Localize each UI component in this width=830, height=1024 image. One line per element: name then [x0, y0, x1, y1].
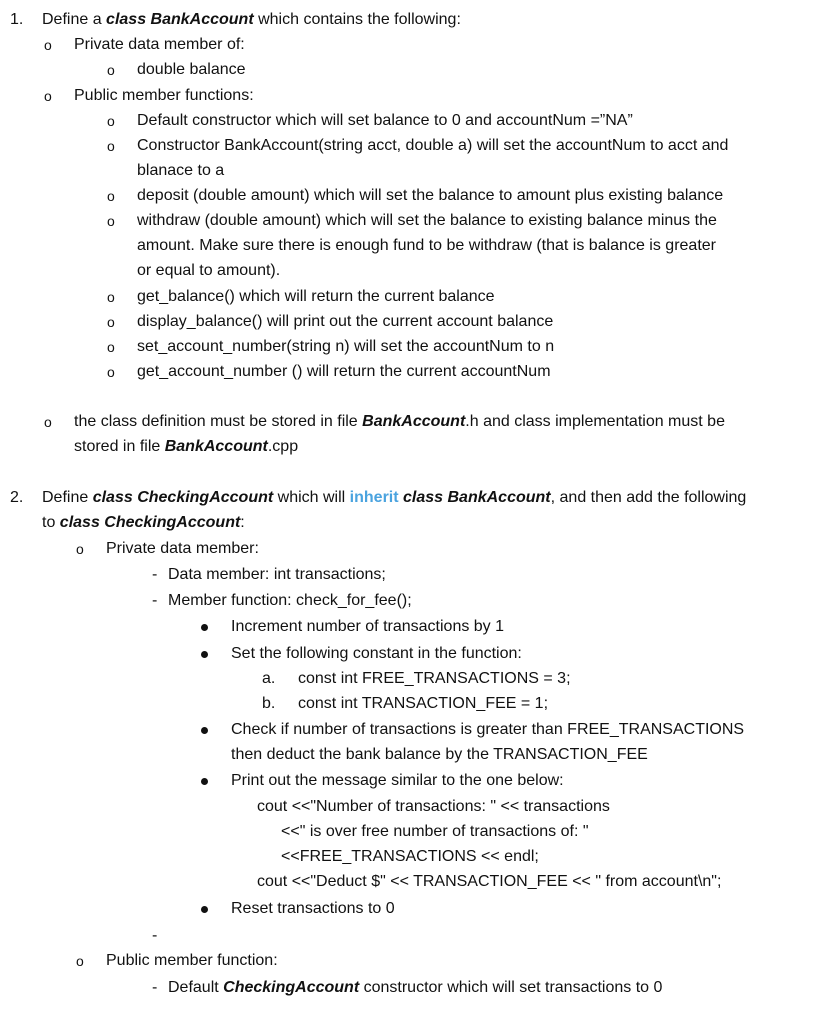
q1-public-label: Public member functions:: [74, 87, 254, 104]
filled-bullet-icon: [201, 624, 208, 631]
q2-bullet-item: Check if number of transactions is greater than FREE_TRANSACTIONS: [231, 721, 745, 738]
filled-bullet-icon: [201, 651, 208, 658]
q1-public-item: Constructor BankAccount(string acct, double a) will set the accountNum to acct and: [137, 137, 729, 154]
q1-public-item: get_balance() which will return the current balance: [137, 288, 495, 305]
hollow-bullet-icon: o: [107, 289, 115, 305]
inherit-keyword: inherit: [349, 489, 399, 506]
q2-heading-cont: to class CheckingAccount:: [42, 514, 245, 531]
q1-class-keyword: class BankAccount: [106, 11, 254, 28]
dash-bullet-icon: -: [152, 592, 158, 609]
dash-bullet-icon: -: [152, 566, 158, 583]
dash-bullet-icon: -: [152, 979, 158, 996]
q2-dash-item: Data member: int transactions;: [168, 566, 386, 583]
q1-private-item: double balance: [137, 61, 246, 78]
q1-public-item: get_account_number () will return the current accountNum: [137, 363, 551, 380]
hollow-bullet-icon: o: [44, 414, 52, 430]
q2-bullet-item: Reset transactions to 0: [231, 900, 395, 917]
const-b: const int TRANSACTION_FEE = 1;: [298, 695, 549, 712]
q2-private-label: Private data member:: [106, 540, 259, 557]
q1-public-item: set_account_number(string n) will set the accountNum to n: [137, 338, 555, 355]
const-a-label: a.: [262, 670, 276, 687]
hollow-bullet-icon: o: [107, 213, 115, 229]
code-line: cout <<"Deduct $" << TRANSACTION_FEE << " from account\n";: [257, 873, 722, 890]
q1-public-item: withdraw (double amount) which will set the balance to existing balance minus the: [137, 212, 717, 229]
q2-public-label: Public member function:: [106, 952, 278, 969]
const-b-label: b.: [262, 695, 276, 712]
hollow-bullet-icon: o: [107, 138, 115, 154]
code-line: <<FREE_TRANSACTIONS << endl;: [281, 848, 539, 865]
q2-public-item: Default CheckingAccount constructor which will set transactions to 0: [168, 979, 663, 996]
q2-bullet-item-cont: then deduct the bank balance by the TRANSACTION_FEE: [231, 746, 648, 763]
dash-bullet-icon: -: [152, 927, 158, 944]
code-line: cout <<"Number of transactions: " << transactions: [257, 798, 610, 815]
q1-file-note-cont: stored in file BankAccount.cpp: [74, 438, 299, 455]
q2-number: 2.: [10, 489, 24, 506]
q2-bullet-item: Print out the message similar to the one below:: [231, 772, 564, 789]
filled-bullet-icon: [201, 906, 208, 913]
filled-bullet-icon: [201, 727, 208, 734]
hollow-bullet-icon: o: [107, 62, 115, 78]
code-line: <<" is over free number of transactions of: ": [281, 823, 589, 840]
hollow-bullet-icon: o: [76, 541, 84, 557]
q1-public-item: display_balance() will print out the current account balance: [137, 313, 554, 330]
q1-number: 1.: [10, 11, 24, 28]
hollow-bullet-icon: o: [107, 188, 115, 204]
const-a: const int FREE_TRANSACTIONS = 3;: [298, 670, 571, 687]
q1-public-item-cont: or equal to amount).: [137, 262, 281, 279]
q2-bullet-item: Set the following constant in the function:: [231, 645, 522, 662]
q1-public-item: deposit (double amount) which will set the balance to amount plus existing balance: [137, 187, 724, 204]
filled-bullet-icon: [201, 778, 208, 785]
q2-dash-item: Member function: check_for_fee();: [168, 592, 412, 609]
hollow-bullet-icon: o: [44, 88, 52, 104]
hollow-bullet-icon: o: [76, 953, 84, 969]
hollow-bullet-icon: o: [107, 113, 115, 129]
hollow-bullet-icon: o: [44, 37, 52, 53]
q2-heading: Define class CheckingAccount which will inherit class BankAccount, and then add the following: [42, 489, 747, 506]
hollow-bullet-icon: o: [107, 339, 115, 355]
q1-private-label: Private data member of:: [74, 36, 245, 53]
q2-bullet-item: Increment number of transactions by 1: [231, 618, 505, 635]
hollow-bullet-icon: o: [107, 364, 115, 380]
q1-public-item-cont: amount. Make sure there is enough fund to be withdraw (that is balance is greater: [137, 237, 716, 254]
q1-public-item: Default constructor which will set balance to 0 and accountNum =”NA”: [137, 112, 633, 129]
q1-file-note: the class definition must be stored in file BankAccount.h and class implementation must be: [74, 413, 725, 430]
q1-heading: Define a class BankAccount which contains the following:: [42, 11, 461, 28]
q1-public-item-cont: blanace to a: [137, 162, 225, 179]
hollow-bullet-icon: o: [107, 314, 115, 330]
